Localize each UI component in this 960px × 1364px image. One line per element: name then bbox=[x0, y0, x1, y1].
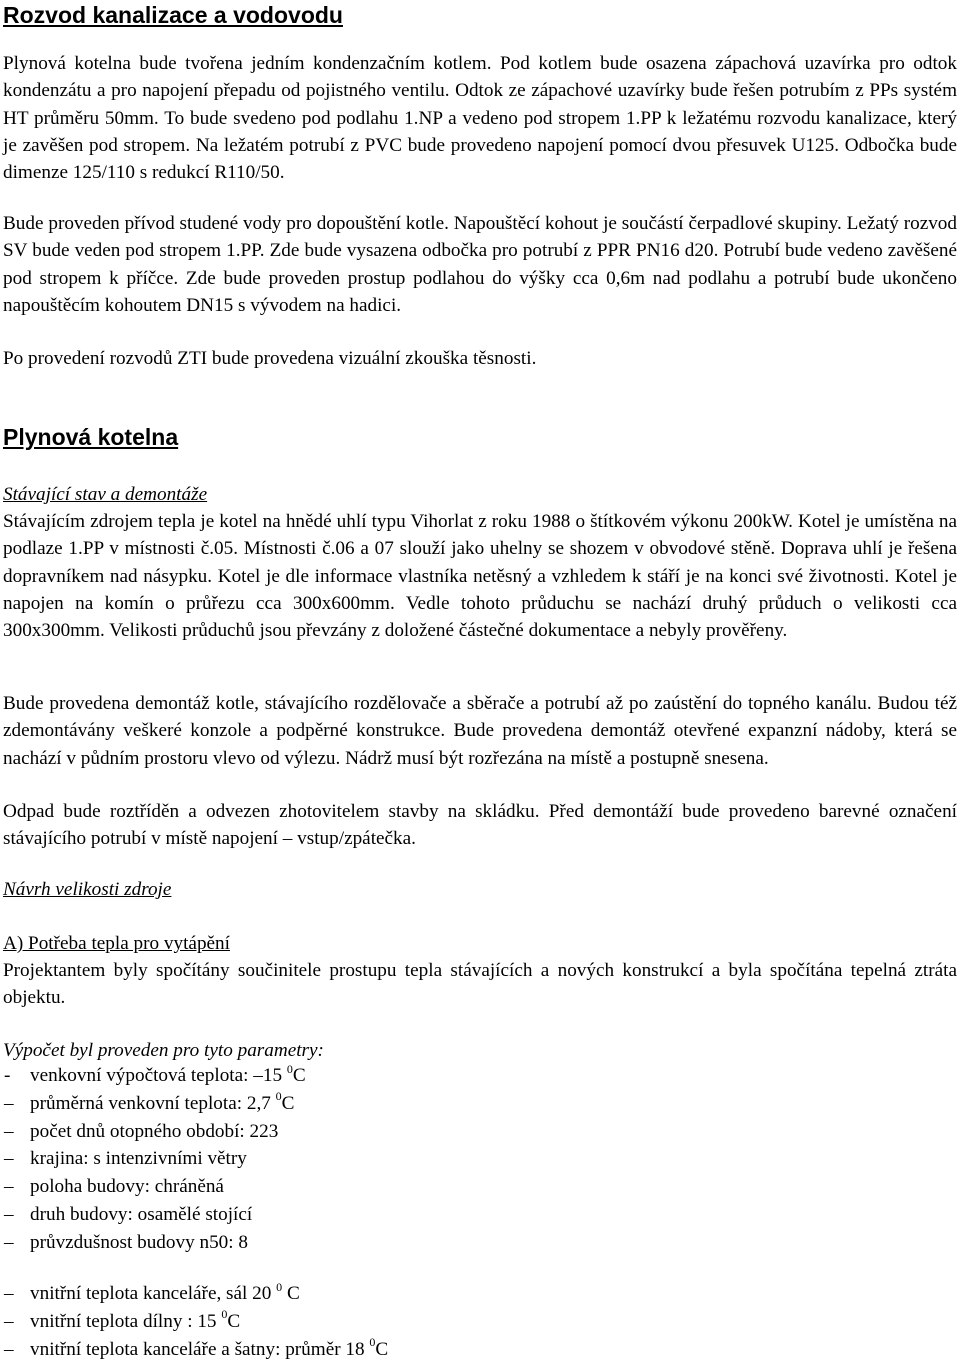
params-heading: Výpočet byl proveden pro tyto parametry: bbox=[3, 1040, 324, 1061]
paragraph-existing-boiler: Stávajícím zdrojem tepla je kotel na hnědé uhlí typu Vihorlat z roku 1988 o štítkovém výkonu 200kW. Kotel je umístěna na podlaze 1.PP v místnosti č.05. Místnosti č.06 a 07 slouží jako uhelny se shozem v obvodové stěně. Doprava uhlí je řešena dopravníkem nad násypku. Kotel je dle informace vlastníka netěsný a vzhledem k stáří je na konci své životnosti. Kotel je napojen na komín o průřezu cca 300x600mm. Vedle tohoto průduchu se nachází druhý průduch o velikosti cca 300x300mm. Velikosti průduchů jsou převzány z doložené částečné dokumentace a nebyly prověřeny. bbox=[3, 511, 957, 642]
list-item bbox=[3, 1090, 306, 1118]
param-text: poloha budovy: chráněná bbox=[30, 1176, 224, 1198]
param-text: průvzdušnost budovy n50: 8 bbox=[30, 1231, 248, 1253]
list-item bbox=[3, 1201, 306, 1229]
param-text: vnitřní teplota dílny : 15 bbox=[30, 1310, 222, 1332]
param-text: průměrná venkovní teplota: 2,7 bbox=[30, 1092, 276, 1114]
bullet-dash: – bbox=[4, 1092, 14, 1114]
paragraph-leak-test: Po provedení rozvodů ZTI bude provedena vizuální zkouška těsnosti. bbox=[3, 348, 537, 369]
section-heading-sewer-water: Rozvod kanalizace a vodovodu bbox=[3, 2, 343, 28]
degree-sup: 0 bbox=[369, 1335, 376, 1350]
list-item bbox=[3, 1280, 388, 1308]
subheading-source-sizing: Návrh velikosti zdroje bbox=[3, 879, 172, 900]
bullet-dash: - bbox=[4, 1065, 11, 1086]
unit: C bbox=[282, 1283, 300, 1304]
param-text: venkovní výpočtová teplota: –15 bbox=[30, 1065, 287, 1086]
internal-temperature-list bbox=[3, 1280, 388, 1363]
paragraph-waste-disposal: Odpad bude roztříděn a odvezen zhotovitelem stavby na skládku. Před demontáží bude provedeno barevné označení stávajícího potrubí v místě napojení – vstup/zpátečka. bbox=[3, 801, 957, 850]
unit: C bbox=[227, 1310, 241, 1332]
param-text: počet dnů otopného období: 223 bbox=[30, 1120, 279, 1142]
paragraph-condensate-drain: Plynová kotelna bude tvořena jedním kondenzačním kotlem. Pod kotlem bude osazena zápachová uzavírka pro odtok kondenzátu a pro napojení přepadu od pojistného ventilu. Odtok ze zápachové uzavírky bude řešen potrubím z PPs systém HT průměru 50mm. To bude svedeno pod podlahu 1.NP a vedeno pod stropem 1.PP k ležatému rozvodu kanalizace, který je zavěšen pod stropem. Na ležatém potrubí z PVC bude provedeno napojení pomocí dvou přesuvek U125. Odbočka bude dimenze 125/110 s redukcí R110/50. bbox=[3, 53, 957, 184]
list-item bbox=[3, 1118, 306, 1146]
list-item bbox=[3, 1173, 306, 1201]
degree-sup: 0 bbox=[221, 1307, 228, 1322]
list-item bbox=[3, 1229, 306, 1257]
unit: C bbox=[281, 1092, 295, 1114]
paragraph-heat-loss: Projektantem byly spočítány součinitele prostupu tepla stávajících a nových konstrukcí a byla spočítána tepelná ztráta objektu. bbox=[3, 960, 957, 1009]
degree-sup: 0 bbox=[275, 1089, 282, 1104]
param-text: vnitřní teplota kanceláře a šatny: průměr 18 bbox=[30, 1338, 370, 1360]
bullet-dash: – bbox=[4, 1310, 14, 1332]
list-item bbox=[3, 1308, 388, 1336]
subheading-wrapper-design bbox=[3, 876, 957, 903]
list-item bbox=[3, 1145, 306, 1173]
bullet-dash: – bbox=[4, 1338, 14, 1360]
bullet-dash: – bbox=[4, 1120, 14, 1142]
section-heading-gas-boiler-room: Plynová kotelna bbox=[3, 424, 179, 450]
param-text: krajina: s intenzivními větry bbox=[30, 1148, 247, 1170]
bullet-dash: – bbox=[4, 1148, 14, 1170]
param-text: druh budovy: osamělé stojící bbox=[30, 1203, 253, 1225]
bullet-dash: – bbox=[4, 1283, 14, 1304]
bullet-dash: – bbox=[4, 1203, 14, 1225]
list-item bbox=[3, 1336, 388, 1364]
subheading-heat-demand: A) Potřeba tepla pro vytápění bbox=[3, 933, 230, 954]
paragraph-demolition: Bude provedena demontáž kotle, stávajícího rozdělovače a sběrače a potrubí až po zaústění do topného kanálu. Budou též zdemontávány veškeré konzole a podpěrné konstrukce. Bude provedena demontáž otevřené expanzní nádoby, která se nachází v půdním prostoru vlevo od výlezu. Nádrž musí být rozřezána na místě a postupně snesena. bbox=[3, 693, 957, 769]
bullet-dash: – bbox=[4, 1231, 14, 1253]
parameter-list bbox=[3, 1062, 306, 1257]
paragraph-cold-water: Bude proveden přívod studené vody pro dopouštění kotle. Napouštěcí kohout je součástí čerpadlové skupiny. Ležatý rozvod SV bude veden pod stropem 1.PP. Zde bude vysazena odbočka pro potrubí z PPR PN16 d20. Potrubí bude vedeno zavěšené pod stropem k příčce. Zde bude proveden prostup podlahou do výšky cca 0,6m nad podlahu a potrubí bude ukončeno napouštěcím kohoutem DN15 s vývodem na hadici. bbox=[3, 213, 957, 316]
param-text: vnitřní teplota kanceláře, sál 20 bbox=[30, 1283, 277, 1304]
list-item bbox=[3, 1062, 306, 1090]
subheading-wrapper-heat bbox=[3, 930, 957, 957]
degree-sup: 0 bbox=[276, 1279, 283, 1294]
unit: C bbox=[375, 1338, 389, 1360]
degree-sup: 0 bbox=[286, 1061, 293, 1076]
subheading-existing-state: Stávající stav a demontáže bbox=[3, 484, 208, 505]
unit: C bbox=[292, 1065, 306, 1086]
bullet-dash: – bbox=[4, 1176, 14, 1198]
subheading-wrapper-existing bbox=[3, 481, 957, 508]
